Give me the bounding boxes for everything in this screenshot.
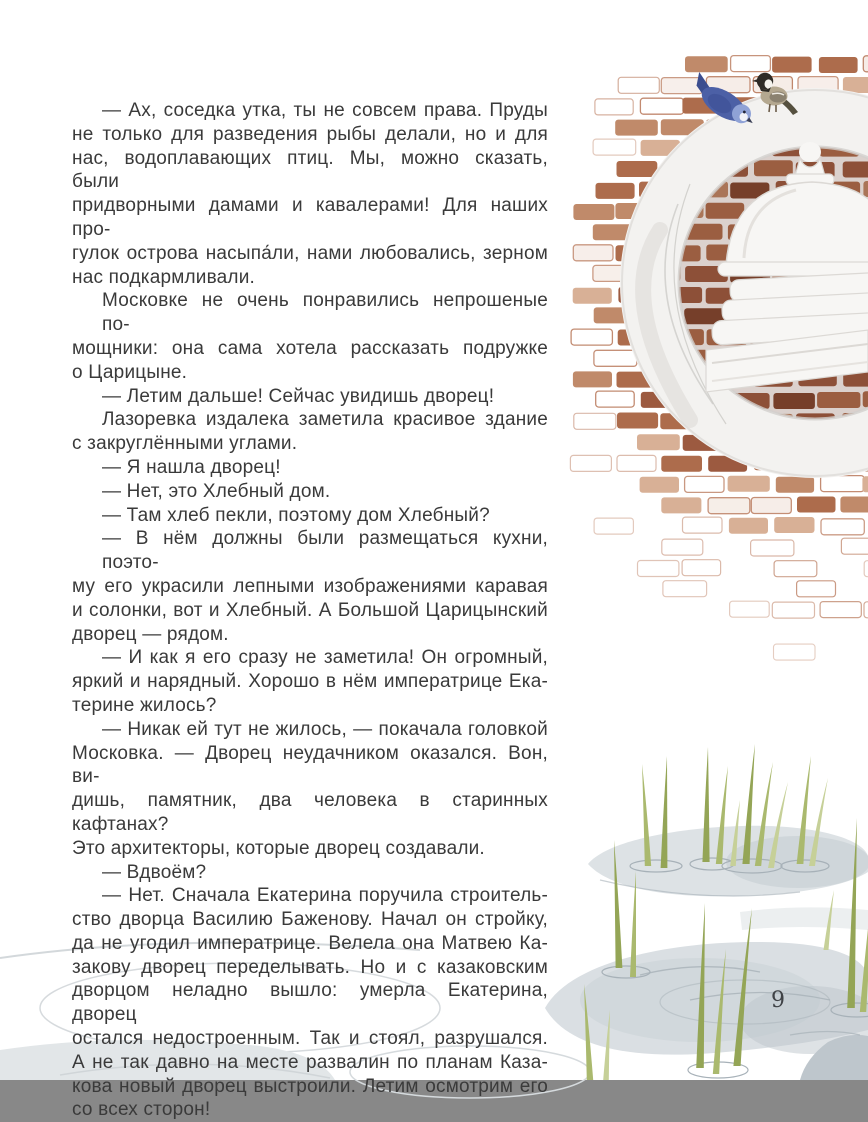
story-line: не только для разведения рыбы делали, но и для	[72, 123, 548, 145]
brick	[774, 644, 816, 660]
brick	[774, 517, 814, 533]
brick	[594, 518, 633, 534]
story-line: терине жилось?	[72, 694, 217, 716]
story-line: — Вдвоём?	[102, 861, 207, 883]
brick	[617, 455, 656, 471]
brick	[638, 561, 679, 577]
brick	[640, 98, 683, 114]
story-line: — Летим дальше! Сейчас увидишь дворец!	[102, 385, 495, 407]
story-line: остался недостроенным. Так и стоял, разрушался.	[72, 1028, 548, 1050]
brick	[661, 497, 701, 513]
brick	[751, 498, 791, 514]
brick	[821, 519, 864, 535]
story-line: кова новый дворец выстроили. Летим осмотрим его	[72, 1075, 548, 1097]
story-line: — В нём должны были размещаться кухни, поэто-	[102, 528, 548, 574]
brick	[640, 477, 679, 493]
story-line: му его украсили лепными изображениями каравая	[72, 575, 548, 597]
page-number: 9	[771, 988, 785, 1013]
story-line: — Я нашла дворец!	[102, 456, 281, 478]
story-line: Лазоревка издалека заметила красивое здание	[102, 409, 548, 431]
story-line: мощники: она сама хотела рассказать подружке	[72, 337, 548, 359]
brick	[573, 245, 613, 261]
brick	[729, 518, 768, 534]
brick	[819, 57, 858, 73]
story-line: яркий и нарядный. Хорошо в нём императрице Ека-	[72, 671, 548, 693]
story-line: со всех сторон!	[72, 1099, 211, 1121]
brick	[682, 560, 721, 576]
story-line: — Там хлеб пекли, поэтому дом Хлебный?	[102, 504, 490, 526]
story-line: закову дворец переделывать. Но и с казаковским	[72, 956, 548, 978]
story-line: Московке не очень понравились непрошеные по-	[102, 290, 548, 336]
reed-blade	[661, 756, 668, 868]
brick	[663, 581, 707, 597]
brick	[772, 602, 814, 618]
brick	[617, 413, 658, 429]
brick	[661, 456, 702, 472]
brick	[772, 57, 812, 73]
brick	[573, 288, 612, 304]
brick	[571, 329, 612, 345]
brick	[593, 139, 636, 155]
story-line: дворцом неладно вышло: умерла Екатерина, дворец	[72, 980, 548, 1026]
brick	[864, 602, 868, 618]
story-line: ство дворца Василию Баженову. Начал он стройку,	[72, 909, 548, 931]
story-line: Это архитекторы, которые дворец создавали.	[72, 837, 485, 859]
brick	[596, 183, 635, 199]
brick	[637, 434, 680, 450]
brick	[574, 413, 616, 429]
story-line: — Нет, это Хлебный дом.	[102, 480, 331, 502]
story-line: нас, водоплавающих птиц. Мы, можно сказать, были	[72, 147, 548, 193]
brick	[728, 476, 770, 492]
brick	[685, 56, 728, 72]
story-text	[72, 99, 548, 1122]
brick	[820, 602, 861, 618]
brick	[731, 56, 771, 72]
story-line: дворец — рядом.	[72, 623, 229, 645]
story-line: и солонки, вот и Хлебный. А Большой Царицынский	[72, 599, 548, 621]
brick	[573, 371, 612, 387]
story-line: — Никак ей тут не жилось, — покачала головкой	[102, 718, 548, 740]
story-line: — Ах, соседка утка, ты не совсем права. Пруды	[102, 100, 548, 121]
brick	[797, 497, 836, 513]
brick	[774, 561, 817, 577]
brick	[862, 476, 868, 492]
brick	[615, 120, 658, 136]
brick	[618, 77, 659, 93]
brick	[662, 539, 703, 555]
brick	[864, 561, 868, 577]
story-line: о Царицыне.	[72, 361, 188, 383]
brick	[573, 204, 614, 220]
story-line: гулок острова насыпа́ли, нами любовались, зерном	[72, 242, 548, 264]
story-line: Московка. — Дворец неудачником оказался. Вон, ви-	[72, 742, 548, 788]
story-line: придворными дамами и кавалерами! Для наших про-	[72, 195, 548, 240]
brick	[594, 350, 637, 366]
brick	[797, 581, 836, 597]
story-line: — И как я его сразу не заметила! Он огромный,	[102, 647, 548, 669]
story-line: да не угодил императрице. Велела она Матвею Ка-	[72, 932, 548, 954]
story-line: А не так давно на месте развалин по планам Каза-	[72, 1051, 548, 1073]
brick	[683, 517, 723, 533]
reed-blade	[702, 747, 709, 862]
brick	[776, 477, 814, 493]
brick	[841, 538, 868, 554]
story-line: — Нет. Сначала Екатерина поручила строитель-	[102, 885, 548, 907]
brick	[685, 476, 724, 492]
story-line: дишь, памятник, два человека в старинных кафтанах?	[72, 790, 548, 835]
story-line: с закруглёнными углами.	[72, 433, 298, 455]
brick	[708, 498, 750, 514]
brick	[751, 540, 794, 556]
brick	[821, 476, 865, 492]
brick	[570, 455, 611, 471]
brick	[730, 601, 770, 617]
brick	[596, 391, 635, 407]
brick	[840, 497, 868, 513]
brick	[617, 161, 658, 177]
story-line: нас подкармливали.	[72, 266, 256, 288]
brick	[595, 99, 633, 115]
brick	[863, 56, 868, 72]
